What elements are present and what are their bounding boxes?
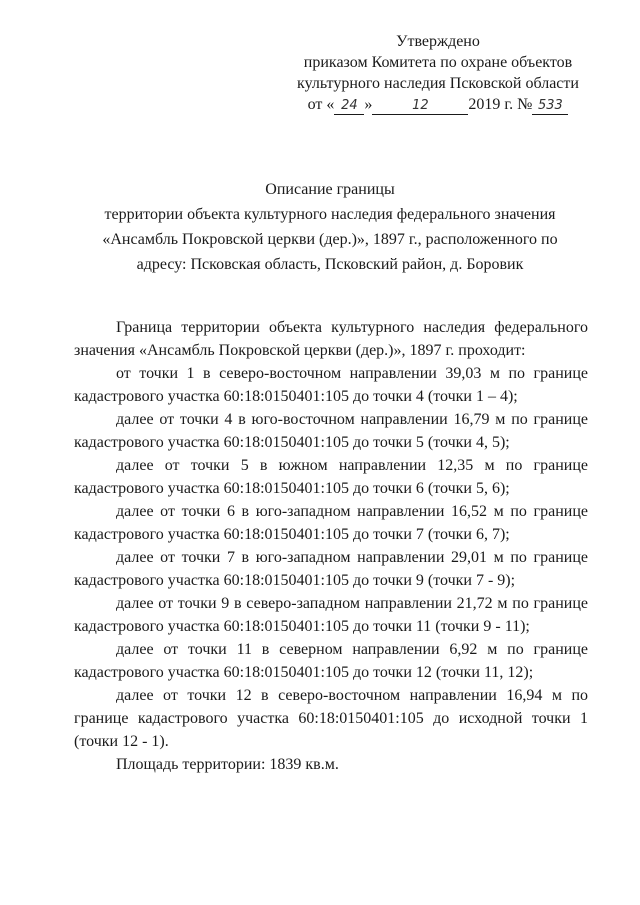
date-year: 2019 г. № bbox=[468, 96, 533, 113]
title-line-2: территории объекта культурного наследия федерального значения bbox=[104, 206, 556, 223]
segment-paragraph: далее от точки 12 в северо-восточном направлении 16,94 м по границе кадастрового участка 60:18:0150401:105 до исходной точки 1 (точки 12 - 1). bbox=[74, 687, 588, 750]
approval-committee-line: культурного наследия Псковской области bbox=[297, 75, 579, 92]
segment-paragraph: далее от точки 6 в юго-западном направлении 16,52 м по границе кадастрового участка 60:18:0150401:105 до точки 7 (точки 6, 7); bbox=[74, 503, 588, 543]
title-line-3: «Ансамбль Покровской церкви (дер.)», 1897 г., расположенного по bbox=[102, 231, 558, 248]
intro-paragraph: Граница территории объекта культурного наследия федерального значения «Ансамбль Покровской церкви (дер.)», 1897 г. проходит: bbox=[74, 319, 588, 359]
title-line-4: адресу: Псковская область, Псковский район, д. Боровик bbox=[136, 256, 524, 273]
date-quote-close: » bbox=[364, 96, 373, 113]
segment-paragraph: далее от точки 9 в северо-западном направлении 21,72 м по границе кадастрового участка 60:18:0150401:105 до точки 11 (точки 9 - 11); bbox=[74, 595, 588, 635]
approval-block bbox=[288, 31, 588, 115]
title-line-1: Описание границы bbox=[265, 181, 395, 198]
approval-date-line bbox=[288, 94, 588, 115]
approval-heading: Утверждено bbox=[396, 33, 480, 50]
handwritten-month: 12 bbox=[372, 98, 468, 115]
document-title bbox=[60, 177, 600, 277]
boundary-description bbox=[74, 316, 588, 776]
date-prefix: от « bbox=[307, 96, 335, 113]
segment-paragraph: далее от точки 4 в юго-восточном направлении 16,79 м по границе кадастрового участка 60:18:0150401:105 до точки 5 (точки 4, 5); bbox=[74, 411, 588, 451]
handwritten-doc-number: 533 bbox=[532, 98, 568, 115]
segment-paragraph: далее от точки 7 в юго-западном направлении 29,01 м по границе кадастрового участка 60:18:0150401:105 до точки 9 (точки 7 - 9); bbox=[74, 549, 588, 589]
area-statement: Площадь территории: 1839 кв.м. bbox=[116, 756, 339, 773]
segment-paragraph: от точки 1 в северо-восточном направлении 39,03 м по границе кадастрового участка 60:18:0150401:105 до точки 4 (точки 1 – 4); bbox=[74, 365, 588, 405]
segment-paragraph: далее от точки 11 в северном направлении 6,92 м по границе кадастрового участка 60:18:0150401:105 до точки 12 (точки 11, 12); bbox=[74, 641, 588, 681]
segment-paragraph: далее от точки 5 в южном направлении 12,35 м по границе кадастрового участка 60:18:0150401:105 до точки 6 (точки 5, 6); bbox=[74, 457, 588, 497]
handwritten-day: 24 bbox=[334, 98, 364, 115]
approval-order-line: приказом Комитета по охране объектов bbox=[303, 54, 573, 71]
